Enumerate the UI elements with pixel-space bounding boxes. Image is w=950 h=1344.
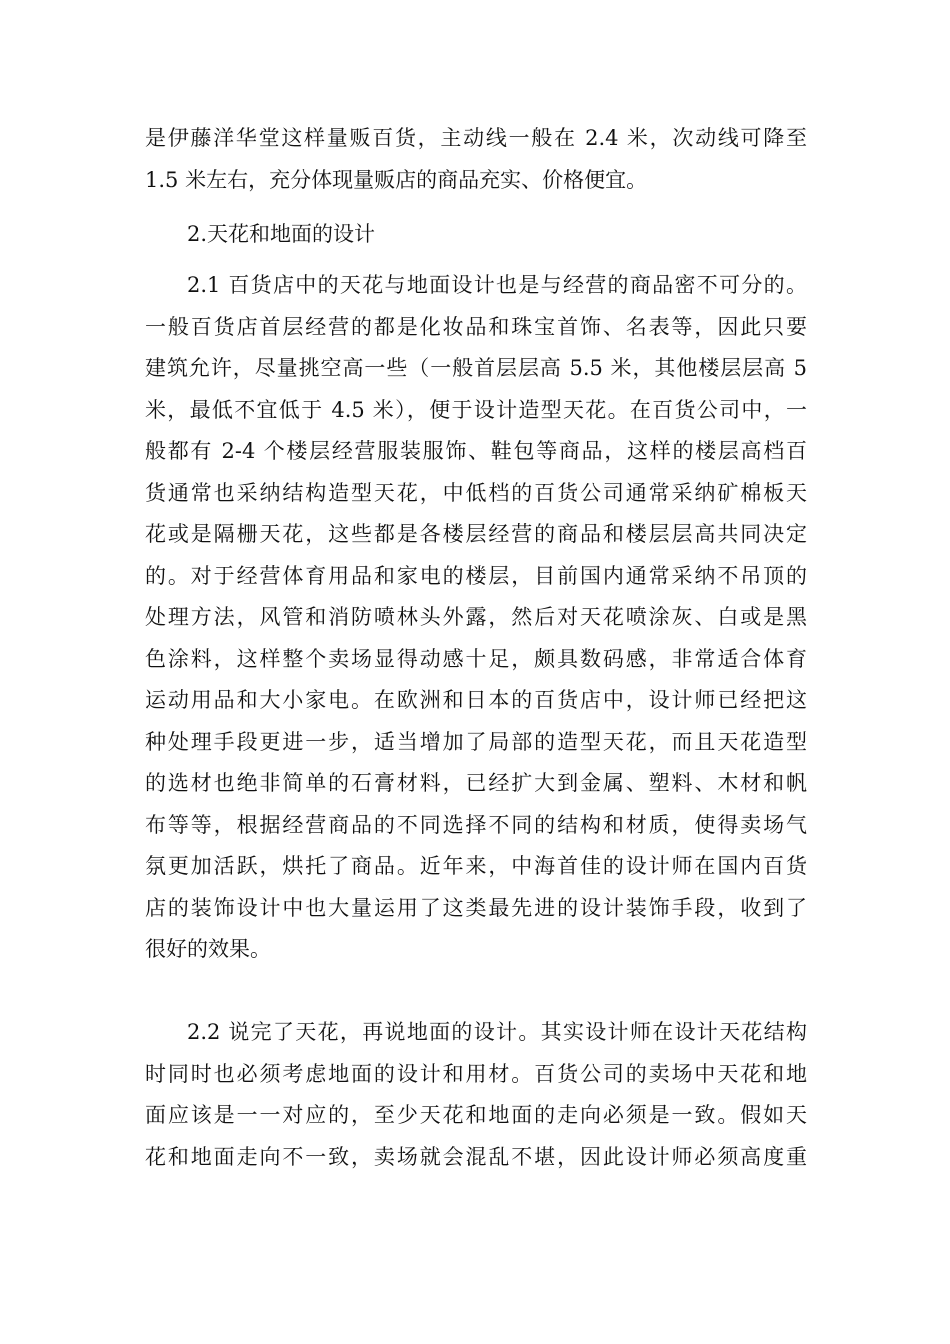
text-line: 建筑允许，尽量挑空高一些（一般首层层高 5.5 米，其他楼层层高 5 — [145, 356, 807, 380]
text-line: 的选材也绝非简单的石膏材料，已经扩大到金属、塑料、木材和帆 — [145, 771, 807, 795]
text-line: 一般百货店首层经营的都是化妆品和珠宝首饰、名表等，因此只要 — [145, 314, 807, 339]
text-line: 处理方法，风管和消防喷林头外露，然后对天花喷涂灰、白或是黑 — [145, 605, 807, 629]
text-line: 花和地面走向不一致，卖场就会混乱不堪，因此设计师必须高度重 — [145, 1144, 807, 1169]
text-line: 种处理手段更进一步，适当增加了局部的造型天花，而且天花造型 — [145, 729, 807, 754]
text-line: 时同时也必须考虑地面的设计和用材。百货公司的卖场中天花和地 — [145, 1061, 807, 1086]
text-line: 般都有 2-4 个楼层经营服装服饰、鞋包等商品，这样的楼层高档百 — [145, 439, 807, 463]
text-line: 1.5 米左右，充分体现量贩店的商品充实、价格便宜。 — [145, 167, 648, 192]
text-line: 花或是隔栅天花，这些都是各楼层经营的商品和楼层层高共同决定 — [145, 522, 807, 546]
text-line: 氛更加活跃，烘托了商品。近年来，中海首佳的设计师在国内百货 — [145, 854, 807, 878]
text-line: 运动用品和大小家电。在欧洲和日本的百货店中，设计师已经把这 — [145, 688, 807, 712]
paragraph-floor-design — [145, 1012, 807, 1178]
text-line: 面应该是一一对应的，至少天花和地面的走向必须是一致。假如天 — [145, 1103, 807, 1127]
paragraph-continuation — [145, 118, 807, 201]
text-line: 2.2 说完了天花，再说地面的设计。其实设计师在设计天花结构 — [187, 1020, 807, 1044]
text-line: 色涂料，这样整个卖场显得动感十足，颇具数码感，非常适合体育 — [145, 646, 807, 671]
section-heading-text: 2.天花和地面的设计 — [187, 222, 376, 246]
text-line: 布等等，根据经营商品的不同选择不同的结构和材质，使得卖场气 — [145, 812, 807, 837]
text-line: 2.1 百货店中的天花与地面设计也是与经营的商品密不可分的。 — [187, 273, 807, 297]
text-line: 米，最低不宜低于 4.5 米），便于设计造型天花。在百货公司中，一 — [145, 397, 807, 422]
text-line: 很好的效果。 — [145, 937, 271, 961]
paragraph-ceiling-floor — [145, 265, 807, 971]
text-line: 是伊藤洋华堂这样量贩百货，主动线一般在 2.4 米，次动线可降至 — [145, 126, 807, 150]
text-line: 的。对于经营体育用品和家电的楼层，目前国内通常采纳不吊顶的 — [145, 563, 807, 588]
section-heading — [145, 214, 807, 256]
text-line: 店的装饰设计中也大量运用了这类最先进的设计装饰手段，收到了 — [145, 895, 807, 920]
text-line: 货通常也采纳结构造型天花，中低档的百货公司通常采纳矿棉板天 — [145, 480, 807, 505]
